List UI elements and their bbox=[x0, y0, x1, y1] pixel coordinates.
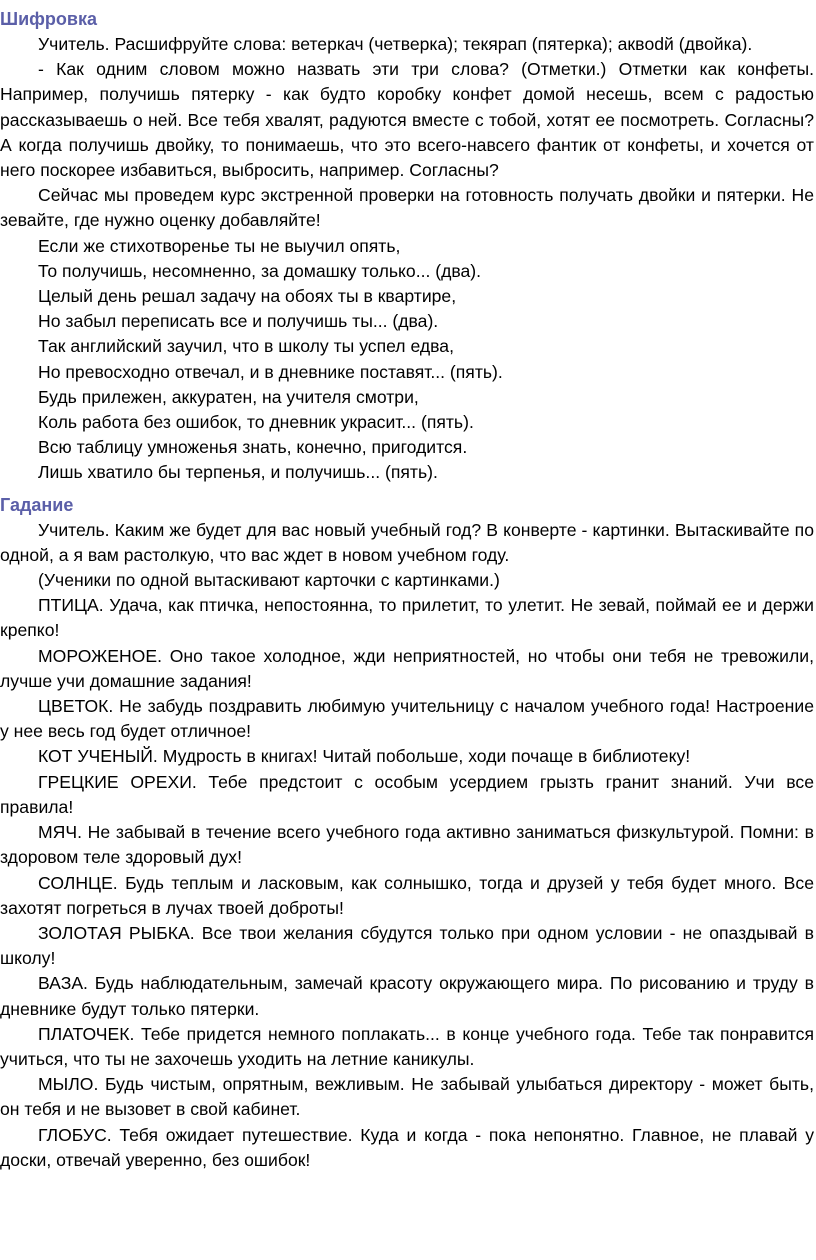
poem-line: Так английский заучил, что в школу ты успел едва, bbox=[38, 336, 454, 357]
poem-line: Но забыл переписать все и получишь ты... (два). bbox=[38, 311, 439, 332]
section-heading-cipher: Шифровка bbox=[0, 9, 97, 29]
paragraph: ГРЕЦКИЕ ОРЕХИ. Тебе предстоит с особым усердием грызть гранит знаний. Учи все правила! bbox=[0, 771, 814, 817]
paragraph: Сейчас мы проведем курс экстренной проверки на готовность получать двойки и пятерки. Не зевайте, где нужно оценку добавляйте! bbox=[0, 185, 814, 231]
poem-line: Будь прилежен, аккуратен, на учителя смотри, bbox=[38, 386, 419, 407]
poem bbox=[0, 234, 814, 486]
poem-line: Целый день решал задачу на обоях ты в квартире, bbox=[38, 286, 457, 307]
paragraph: ПЛАТОЧЕК. Тебе придется немного поплакать... в конце учебного года. Тебе так понравится учиться, что ты не захочешь уходить на летние каникулы. bbox=[0, 1023, 814, 1069]
paragraph: ВАЗА. Будь наблюдательным, замечай красоту окружающего мира. По рисованию и труду в дневнике будут только пятерки. bbox=[0, 973, 814, 1019]
paragraph: СОЛНЦЕ. Будь теплым и ласковым, как солнышко, тогда и друзей у тебя будет много. Все захотят погреться в лучах твоей доброты! bbox=[0, 872, 814, 918]
paragraph: ЦВЕТОК. Не забудь поздравить любимую учительницу с началом учебного года! Настроение у нее весь год будет отличное! bbox=[0, 696, 814, 742]
poem-line: Но превосходно отвечал, и в дневнике поставят... (пять). bbox=[38, 361, 503, 382]
poem-line: Если же стихотворенье ты не выучил опять, bbox=[38, 235, 401, 256]
paragraph: - Как одним словом можно назвать эти три слова? (Отметки.) Отметки как конфеты. Например, получишь пятерку - как будто коробку конфет домой несешь, всем с радостью рассказываешь о ней. Все тебя хвалят, радуются вместе с тобой, хотят ее посмотреть. Согласны? А когда получишь двойку, то понимаешь, что это всего-навсего фантик от конфеты, и хочется от него поскорее избавиться, выбросить, например. Согласны? bbox=[0, 59, 814, 181]
poem-line: То получишь, несомненно, за домашку только... (два). bbox=[38, 260, 482, 281]
document-page bbox=[0, 6, 814, 1173]
poem-line: Лишь хватило бы терпенья, и получишь... (пять). bbox=[38, 462, 438, 483]
paragraph: КОТ УЧЕНЫЙ. Мудрость в книгах! Читай побольше, ходи почаще в библиотеку! bbox=[38, 746, 691, 767]
paragraph: Учитель. Расшифруйте слова: ветеркач (четверка); текярап (пятерка); аквodй (двойка). bbox=[38, 34, 753, 54]
paragraph: (Ученики по одной вытаскивают карточки с картинками.) bbox=[38, 570, 500, 591]
paragraph: ПТИЦА. Удача, как птичка, непостоянна, то прилетит, то улетит. Не зевай, поймай ее и держи крепко! bbox=[0, 595, 814, 641]
paragraph: МОРОЖЕНОЕ. Оно такое холодное, жди неприятностей, но чтобы они тебя не тревожили, лучше учи домашние задания! bbox=[0, 645, 814, 691]
section-heading-fortune: Гадание bbox=[0, 494, 74, 515]
paragraph: МЯЧ. Не забывай в течение всего учебного года активно заниматься физкультурой. Помни: в здоровом теле здоровый дух! bbox=[0, 822, 814, 868]
paragraph: ГЛОБУС. Тебя ожидает путешествие. Куда и когда - пока непонятно. Главное, не плавай у доски, отвечай уверенно, без ошибок! bbox=[0, 1124, 814, 1170]
poem-line: Коль работа без ошибок, то дневник украсит... (пять). bbox=[38, 412, 474, 433]
paragraph: ЗОЛОТАЯ РЫБКА. Все твои желания сбудутся только при одном условии - не опаздывай в школу! bbox=[0, 922, 814, 969]
section-fortune-telling bbox=[0, 492, 814, 1173]
poem-line: Всю таблицу умноженья знать, конечно, пригодится. bbox=[38, 437, 468, 458]
paragraph: МЫЛО. Будь чистым, опрятным, вежливым. Не забывай улыбаться директору - может быть, он тебя и не вызовет в свой кабинет. bbox=[0, 1074, 814, 1120]
section-cipher bbox=[0, 6, 814, 486]
paragraph: Учитель. Каким же будет для вас новый учебный год? В конверте - картинки. Вытаскивайте по одной, а я вам растолкую, что вас ждет в новом учебном году. bbox=[0, 519, 814, 565]
